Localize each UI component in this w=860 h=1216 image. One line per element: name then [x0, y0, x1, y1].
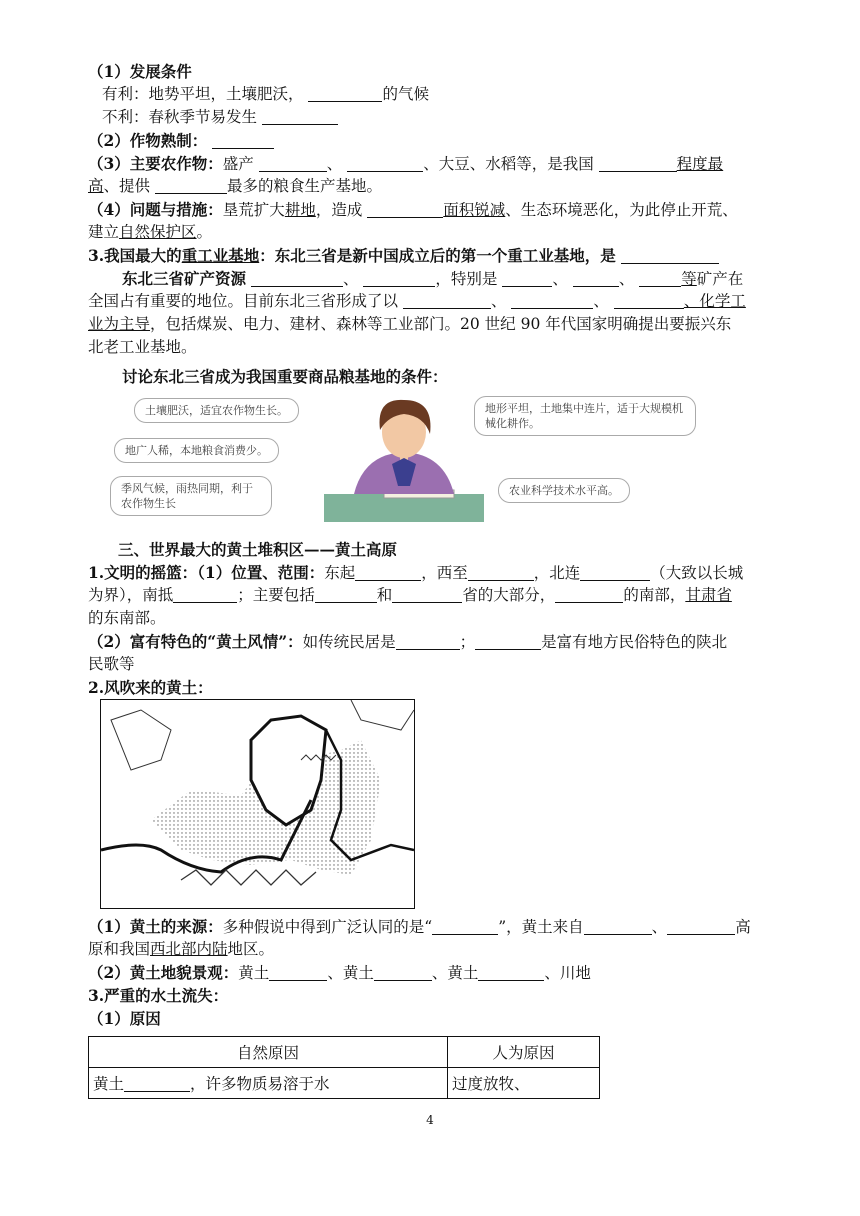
- blank-hypothesis[interactable]: [432, 918, 498, 935]
- unfavorable-conditions: 不利：春秋季节易发生: [88, 106, 802, 129]
- blank-landform-1[interactable]: [269, 964, 327, 981]
- loess-map-wrap: [88, 699, 802, 915]
- section-title-conditions: （1）发展条件: [88, 62, 192, 81]
- blank-west[interactable]: [468, 564, 534, 581]
- blank-crop-system[interactable]: [212, 132, 274, 149]
- blank-climate[interactable]: [308, 85, 382, 102]
- blank-crop-2[interactable]: [347, 155, 423, 172]
- loess-line-1: 1.文明的摇篮：（1）位置、范围：东起 ，西至 ，北连 （大致以长城: [88, 563, 744, 582]
- table-header-row: [89, 1037, 600, 1068]
- blank-mineral-4[interactable]: [573, 270, 619, 287]
- speech-bubble: 土壤肥沃，适宜农作物生长。: [134, 398, 299, 423]
- cause-title: （1）原因: [88, 1009, 161, 1028]
- page-number: 4: [426, 1113, 434, 1127]
- blank-industry-base[interactable]: [621, 247, 719, 264]
- loess-plateau-map: [100, 699, 415, 909]
- erosion-title: 3.严重的水土流失：: [88, 986, 229, 1005]
- blank-industry-1[interactable]: [403, 292, 491, 309]
- industry-line-5: 北老工业基地。: [88, 338, 197, 356]
- loess-line-2: 为界），南抵 ；主要包括 和 省的大部分， 的南部，甘肃省: [88, 586, 732, 604]
- blank-province-1[interactable]: [315, 586, 377, 603]
- speech-bubble: 地形平坦，土地集中连片，适于大规模机械化耕作。: [474, 396, 696, 436]
- blank-north[interactable]: [580, 564, 650, 581]
- blank-commercial[interactable]: [599, 155, 677, 172]
- blank-mineral-1[interactable]: [251, 270, 343, 287]
- loess-line-5: 民歌等: [88, 655, 135, 673]
- speech-bubble: 季风气候，雨热同期，利于农作物生长: [110, 476, 272, 516]
- loess-landform: （2）黄土地貌景观：黄土 、黄土 、黄土 、川地: [88, 963, 591, 982]
- blank-crop-1[interactable]: [259, 155, 327, 172]
- table-row: [89, 1068, 600, 1099]
- industry-line-3: 全国占有重要的地位。目前东北三省形成了以 、 、 、化学工: [88, 292, 746, 310]
- blank-landform-3[interactable]: [478, 964, 544, 981]
- favorable-conditions: 有利：地势平坦，土壤肥沃， 的气候: [102, 85, 429, 103]
- natural-cause-cell: 黄土 ，许多物质易溶于水: [89, 1068, 448, 1099]
- wind-loess-title: 2.风吹来的黄土：: [88, 678, 213, 697]
- crop-system: （2）作物熟制：: [88, 129, 802, 152]
- blank-source-1[interactable]: [584, 918, 652, 935]
- header-natural: 自然原因: [89, 1037, 448, 1068]
- human-cause-cell: 过度放牧、: [448, 1068, 600, 1099]
- blank-mineral-3[interactable]: [502, 270, 552, 287]
- loess-heading: 三、世界最大的黄土堆积区——黄土高原: [118, 540, 398, 559]
- blank-wetland[interactable]: [367, 201, 443, 218]
- blank-dwelling[interactable]: [396, 633, 460, 650]
- main-crops-line-2: 高、提供 最多的粮食生产基地。: [88, 177, 382, 195]
- worksheet-page: [88, 60, 802, 1099]
- discussion-title: 讨论东北三省成为我国重要商品粮基地的条件：: [122, 367, 448, 386]
- speech-bubble: 地广人稀，本地粮食消费少。: [114, 438, 279, 463]
- blank-soil-property[interactable]: [124, 1075, 190, 1092]
- loess-source-line-2: 原和我国西北部内陆地区。: [88, 940, 275, 958]
- problems-line-1: （4）问题与措施：垦荒扩大耕地，造成 面积锐减、生态环境恶化，为此停止开荒、: [88, 200, 738, 219]
- mountain-symbols: [181, 870, 316, 885]
- blank-industry-2[interactable]: [511, 292, 593, 309]
- blank-mineral-5[interactable]: [639, 270, 681, 287]
- blank-mineral-2[interactable]: [363, 270, 435, 287]
- teacher-illustration: [324, 394, 484, 522]
- loess-line-4: （2）富有特色的“黄土风情”：如传统民居是 ； 是富有地方民俗特色的陕北: [88, 632, 728, 651]
- blank-province-2[interactable]: [392, 586, 462, 603]
- cause-table: [88, 1036, 600, 1099]
- industry-line-4: 业为主导，包括煤炭、电力、建材、森林等工业部门。20 世纪 90 年代国家明确提出要振兴东: [88, 315, 732, 333]
- blank-disaster[interactable]: [262, 108, 338, 125]
- speech-bubble: 农业科学技术水平高。: [498, 478, 630, 503]
- loess-line-3: 的东南部。: [88, 609, 166, 627]
- blank-source-2[interactable]: [667, 918, 735, 935]
- blank-south[interactable]: [173, 586, 237, 603]
- blank-folk-song[interactable]: [475, 633, 541, 650]
- blank-provide[interactable]: [155, 177, 227, 194]
- loess-source-line-1: （1）黄土的来源：多种假说中得到广泛认同的是“ ”，黄土来自 、 高: [88, 917, 751, 936]
- main-crops-line-1: （3）主要农作物：盛产 、 、大豆、水稻等，是我国 程度最: [88, 154, 724, 173]
- blank-industry-3[interactable]: [614, 292, 684, 309]
- blank-region[interactable]: [555, 586, 623, 603]
- header-human: 人为原因: [448, 1037, 600, 1068]
- blank-landform-2[interactable]: [374, 964, 432, 981]
- industry-title: 3.我国最大的重工业基地：东北三省是新中国成立后的第一个重工业基地，是: [88, 244, 802, 267]
- discussion-illustration: [88, 394, 802, 524]
- blank-east[interactable]: [355, 564, 421, 581]
- mineral-resources: 东北三省矿产资源 、 ，特别是 、 、 等矿产在: [122, 269, 744, 288]
- problems-line-2: 建立自然保护区。: [88, 223, 213, 241]
